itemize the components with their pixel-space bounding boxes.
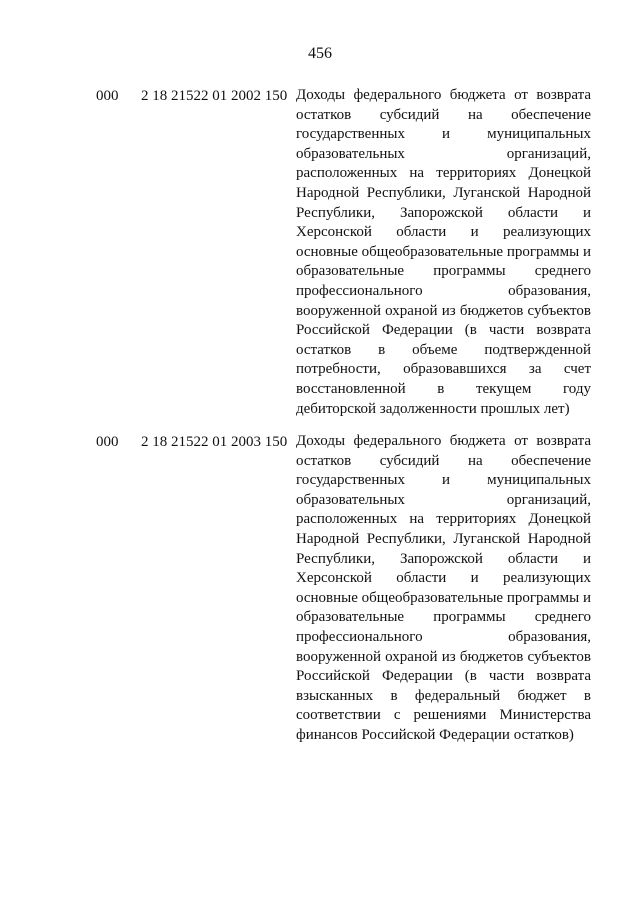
entry-description: Доходы федерального бюджета от возврата остатков субсидий на обеспечение государственных и муниципальных образовательных организаций, расположенных на территориях Донецкой Народной Республики, Луганской Народной Республики, Запорожской области и Херсонской области и реализующих основные общеобразовательные программы и образовательные программы среднего профессионального образования, вооруженной охраной из бюджетов субъектов Российской Федерации (в части возврата взысканных в федеральный бюджет в соответствии с решениями Министерства финансов Российской Федерации остатков) xyxy=(296,433,592,743)
kbk-code: 2 18 21522 01 2003 150 xyxy=(141,434,288,450)
admin-code: 000 xyxy=(96,434,119,450)
page-number: 456 xyxy=(308,45,332,62)
entry-description: Доходы федерального бюджета от возврата остатков субсидий на обеспечение государственных и муниципальных образовательных организаций, расположенных на территориях Донецкой Народной Республики, Луганской Народной Республики, Запорожской области и Херсонской области и реализующих основные общеобразовательные программы и образовательные программы среднего профессионального образования, вооруженной охраной из бюджетов субъектов Российской Федерации (в части возврата остатков в объеме подтвержденной потребности, образовавшихся за счет восстановленной в текущем году дебиторской задолженности прошлых лет) xyxy=(296,87,592,417)
kbk-code: 2 18 21522 01 2002 150 xyxy=(141,88,288,104)
admin-code: 000 xyxy=(96,88,119,104)
